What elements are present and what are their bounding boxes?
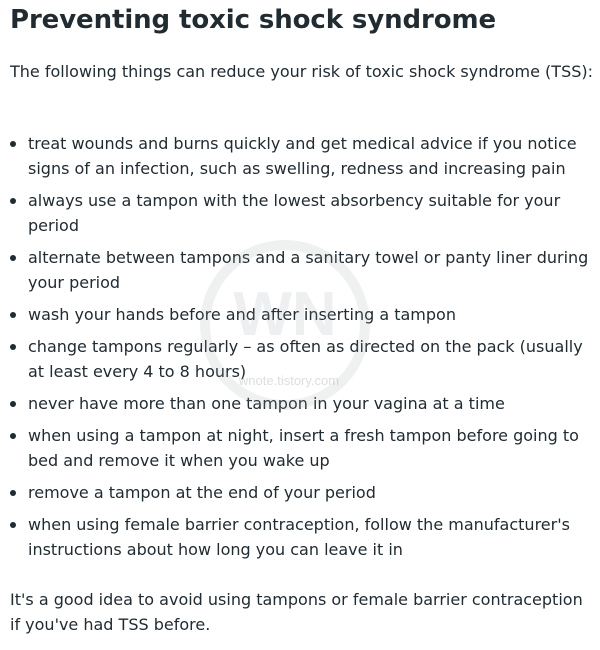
list-item-text: alternate between tampons and a sanitary towel or panty liner during your period	[28, 248, 589, 292]
bullet-icon	[10, 141, 16, 147]
watermark-url-text: wnote.tistory.com	[238, 373, 340, 388]
bullet-icon	[10, 198, 16, 204]
list-item	[0, 188, 600, 238]
list-item	[0, 302, 600, 327]
list-item	[0, 512, 600, 562]
list-item-text: remove a tampon at the end of your period	[28, 483, 376, 502]
intro-paragraph: The following things can reduce your risk of toxic shock syndrome (TSS):	[10, 62, 594, 81]
bullet-icon	[10, 312, 16, 318]
list-item	[0, 391, 600, 416]
list-item-text: when using a tampon at night, insert a fresh tampon before going to bed and remove it when you wake up	[28, 426, 579, 470]
list-item	[0, 245, 600, 295]
list-item	[0, 131, 600, 181]
list-item-text: treat wounds and burns quickly and get medical advice if you notice signs of an infection, such as swelling, redness and increasing pain	[28, 134, 577, 178]
bullet-icon	[10, 433, 16, 439]
list-item	[0, 423, 600, 473]
list-item-text: never have more than one tampon in your vagina at a time	[28, 394, 505, 413]
prevention-tips-list	[0, 131, 600, 569]
watermark-logo-text: WN	[233, 280, 337, 349]
bullet-icon	[10, 344, 16, 350]
bullet-icon	[10, 255, 16, 261]
list-item	[0, 480, 600, 505]
list-item-text: always use a tampon with the lowest absorbency suitable for your period	[28, 191, 561, 235]
bullet-icon	[10, 490, 16, 496]
bullet-icon	[10, 401, 16, 407]
closing-paragraph: It's a good idea to avoid using tampons or female barrier contraception if you've had TSS before.	[10, 590, 583, 634]
list-item	[0, 334, 600, 384]
list-item-text: change tampons regularly – as often as directed on the pack (usually at least every 4 to 8 hours)	[28, 337, 583, 381]
list-item-text: when using female barrier contraception, follow the manufacturer's instructions about how long you can leave it in	[28, 515, 570, 559]
bullet-icon	[10, 522, 16, 528]
page-title: Preventing toxic shock syndrome	[10, 5, 497, 35]
list-item-text: wash your hands before and after inserting a tampon	[28, 305, 456, 324]
